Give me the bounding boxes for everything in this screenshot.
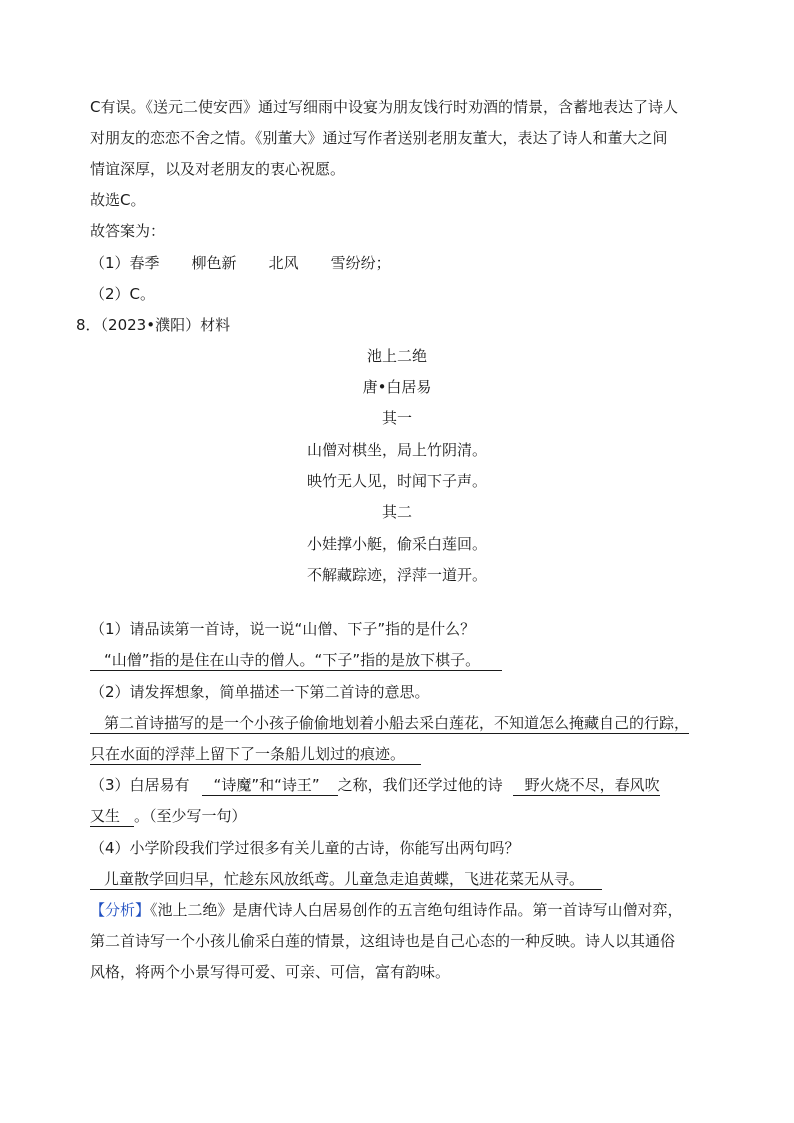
analysis-line-3: 风格，将两个小景写得可爱、可亲、可信，富有韵味。 bbox=[90, 963, 451, 981]
q3-middle: 之称，我们还学过他的诗 bbox=[337, 776, 503, 794]
question-header bbox=[76, 315, 230, 335]
analysis-line-1 bbox=[90, 900, 683, 920]
answer-1-part-c: 北风 bbox=[268, 254, 299, 272]
answer-heading: 故答案为： bbox=[90, 222, 166, 240]
q3-blank-1-value: “诗魔”和“诗王” bbox=[213, 776, 320, 794]
answer-2: （2）C。 bbox=[90, 285, 156, 303]
intro-line-2: 对朋友的恋恋不舍之情。《别董大》通过写作者送别老朋友董大，表达了诗人和董大之间 bbox=[90, 129, 668, 147]
poem-part-1-heading: 其一 bbox=[381, 409, 412, 427]
q1-answer-value: “山僧”指的是住在山寺的僧人。“下子”指的是放下棋子。 bbox=[104, 651, 481, 669]
q3-blank-2-cont-value: 又生 bbox=[90, 807, 121, 825]
q3-blank-1 bbox=[202, 776, 338, 796]
q3-blank-2-cont bbox=[90, 807, 134, 827]
question-number: 8． bbox=[76, 316, 101, 334]
poem-author: 唐•白居易 bbox=[362, 378, 432, 396]
q4-answer bbox=[90, 869, 602, 889]
q4-answer-value: 儿童散学回归早，忙趁东风放纸鸢。儿童急走追黄蝶，飞进花菜无从寻。 bbox=[104, 870, 585, 888]
q4-answer-text bbox=[90, 870, 602, 890]
poem-part-2-line-1: 小娃撑小艇，偷采白莲回。 bbox=[306, 535, 487, 553]
q2-prompt: （2）请发挥想象，简单描述一下第二首诗的意思。 bbox=[90, 683, 430, 701]
q2-answer-line-2 bbox=[90, 744, 421, 764]
poem-part-2-line-2: 不解藏踪迹，浮萍一道开。 bbox=[306, 566, 487, 584]
poem-part-2-heading: 其二 bbox=[381, 503, 412, 521]
q3-blank-2-value: 野火烧不尽，春风吹 bbox=[524, 776, 660, 794]
analysis-text-1: 《池上二绝》是唐代诗人白居易创作的五言绝句组诗作品。第一首诗写山僧对弈， bbox=[150, 901, 683, 919]
analysis-tag: 【分析】 bbox=[90, 901, 151, 919]
choice-conclusion: 故选C。 bbox=[90, 191, 146, 209]
q2-answer-value-2: 只在水面的浮萍上留下了一条船儿划过的痕迹。 bbox=[90, 745, 406, 763]
q3-line-1 bbox=[90, 775, 660, 795]
poem-part-1-line-1: 山僧对棋坐，局上竹阴清。 bbox=[306, 441, 487, 459]
answer-1-part-d: 雪纷纷； bbox=[330, 254, 391, 272]
question-source: （2023•濮阳）材料 bbox=[100, 316, 231, 334]
q2-answer-text-1 bbox=[90, 714, 689, 734]
q2-answer-line-1 bbox=[90, 713, 689, 733]
q4-prompt: （4）小学阶段我们学过很多有关儿童的古诗，你能写出两句吗？ bbox=[90, 839, 520, 857]
intro-line-1: C有误。《送元二使安西》通过写细雨中设宴为朋友饯行时劝酒的情景，含蓄地表达了诗人 bbox=[90, 98, 678, 116]
intro-line-3: 情谊深厚，以及对老朋友的衷心祝愿。 bbox=[90, 160, 346, 178]
analysis-line-2: 第二首诗写一个小孩儿偷采白莲的情景，这组诗也是自己心态的一种反映。诗人以其通俗 bbox=[90, 932, 676, 950]
poem-title: 池上二绝 bbox=[366, 347, 427, 365]
answer-1 bbox=[90, 253, 391, 273]
answer-1-part-b: 柳色新 bbox=[191, 254, 237, 272]
q3-blank-2 bbox=[513, 776, 660, 796]
q3-prefix: （3）白居易有 bbox=[90, 776, 190, 794]
q1-answer-text bbox=[90, 651, 502, 671]
q3-suffix: 。（至少写一句） bbox=[134, 807, 247, 825]
q3-line-2 bbox=[90, 806, 247, 826]
q2-answer-text-2 bbox=[90, 745, 421, 765]
q1-prompt: （1）请品读第一首诗，说一说“山僧、下子”指的是什么？ bbox=[90, 620, 476, 638]
q2-answer-value-1: 第二首诗描写的是一个小孩子偷偷地划着小船去采白莲花，不知道怎么掩藏自己的行踪， bbox=[104, 714, 690, 732]
answer-1-part-a: （1）春季 bbox=[90, 254, 160, 272]
q1-answer bbox=[90, 650, 502, 670]
poem-part-1-line-2: 映竹无人见，时闻下子声。 bbox=[306, 472, 487, 490]
